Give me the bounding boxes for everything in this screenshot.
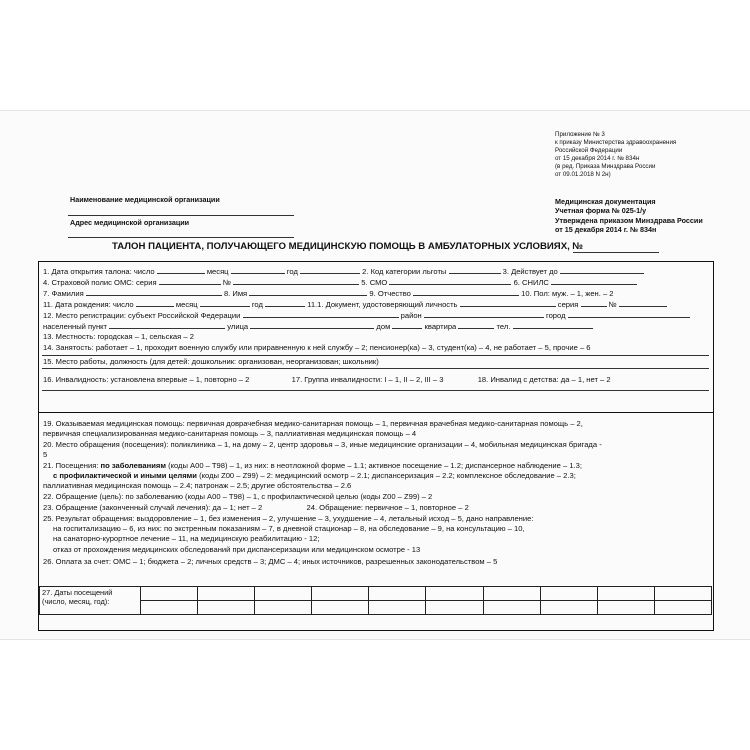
form-title: ТАЛОН ПАЦИЕНТА, ПОЛУЧАЮЩЕГО МЕДИЦИНСКУЮ ПОМОЩЬ В АМБУЛАТОРНЫХ УСЛОВИЯХ, № xyxy=(112,241,584,252)
visit-date-cell[interactable] xyxy=(141,587,198,601)
birth-day-field[interactable] xyxy=(136,299,174,307)
visit-date-cell[interactable] xyxy=(369,601,426,615)
label: город xyxy=(545,311,566,320)
label: № xyxy=(608,300,617,309)
meddoc-line: от 15 декабря 2014 г. № 834н xyxy=(555,224,657,234)
ticket-number-field[interactable] xyxy=(573,252,659,253)
settlement-field[interactable] xyxy=(109,321,225,329)
label-bold: с профилактической и иными целями xyxy=(53,471,197,480)
row-11 xyxy=(43,299,667,309)
row-14: 14. Занятость: работает – 1, проходит военную службу или приравненную к ней службу – 2; пенсионер(ка) – 3, студент(ка) – 4, не работает – 5, прочие – 6 xyxy=(43,343,591,352)
region-field[interactable] xyxy=(243,310,399,318)
label: 16. Инвалидность: установлена впервые – 1, повторно – 2 xyxy=(43,375,250,384)
label: 2. Код категории льготы xyxy=(362,267,447,276)
label: 12. Место регистрации: субъект Российской Федерации xyxy=(43,311,241,320)
row-4-6 xyxy=(43,277,637,287)
appendix-line: Российской Федерации xyxy=(555,147,623,155)
snils-field[interactable] xyxy=(551,277,637,285)
first-name-field[interactable] xyxy=(249,288,367,296)
appendix-line: Приложение № 3 xyxy=(555,131,605,138)
row-20b: 5 xyxy=(43,450,48,459)
org-name-field[interactable] xyxy=(68,215,294,216)
smo-field[interactable] xyxy=(389,277,511,285)
row-15: 15. Место работы, должность (для детей: дошкольник: организован, неорганизован; школьник) xyxy=(43,357,379,366)
label: 3. Действует до xyxy=(502,267,558,276)
label: дом xyxy=(376,322,391,331)
label: (число, месяц, год): xyxy=(42,597,110,606)
street-field[interactable] xyxy=(250,321,374,329)
label: 1. Дата открытия талона: число xyxy=(43,267,155,276)
id-series-field[interactable] xyxy=(581,299,607,307)
birth-month-field[interactable] xyxy=(200,299,250,307)
visit-date-cell[interactable] xyxy=(198,601,255,615)
policy-number-field[interactable] xyxy=(233,277,359,285)
label: месяц xyxy=(206,267,229,276)
label: район xyxy=(400,311,422,320)
row-25a: 25. Результат обращения: выздоровление – 1, без изменения – 2, улучшение – 3, ухудшение – 4, летальный исход – 5, дано направление: xyxy=(43,514,534,523)
label: 18. Инвалид с детства: да – 1, нет – 2 xyxy=(477,375,611,384)
row-13: 13. Местность: городская – 1, сельская – 2 xyxy=(43,332,194,341)
row-7-10 xyxy=(43,288,614,298)
label: месяц xyxy=(175,300,198,309)
org-address-label: Адрес медицинской организации xyxy=(70,218,190,227)
benefit-code-field[interactable] xyxy=(449,266,501,274)
visit-date-cell[interactable] xyxy=(255,601,312,615)
row-14-line[interactable] xyxy=(42,355,709,356)
label-bold: по заболеваниям xyxy=(100,461,166,470)
row-21a xyxy=(43,461,582,470)
visit-date-cell[interactable] xyxy=(540,601,597,615)
row-12 xyxy=(43,310,690,320)
medical-doc-header xyxy=(555,197,703,234)
row-19b: первичная специализированная медико-санитарная помощь – 3, паллиативная медицинская помощь – 4 xyxy=(43,429,417,438)
visit-date-cell[interactable] xyxy=(654,601,711,615)
org-name-label: Наименование медицинской организации xyxy=(70,195,220,204)
visit-date-cell[interactable] xyxy=(540,587,597,601)
visit-date-cell[interactable] xyxy=(597,601,654,615)
label: № xyxy=(222,278,231,287)
patronymic-field[interactable] xyxy=(413,288,519,296)
visit-date-cell[interactable] xyxy=(312,587,369,601)
surname-field[interactable] xyxy=(86,288,222,296)
policy-series-field[interactable] xyxy=(159,277,221,285)
visit-date-cell[interactable] xyxy=(141,601,198,615)
row-21c: паллиативная медицинская помощь – 2.4; патронаж – 2.5; другие обстоятельства – 2.6 xyxy=(43,481,352,490)
appendix-line: (в ред. Приказа Минздрава России xyxy=(555,163,656,171)
label: 24. Обращение: первичное – 1, повторное – 2 xyxy=(306,503,469,512)
form-sheet xyxy=(0,110,750,640)
district-field[interactable] xyxy=(424,310,544,318)
row-16-18 xyxy=(43,375,611,384)
open-month-field[interactable] xyxy=(231,266,285,274)
row-19a: 19. Оказываемая медицинская помощь: первичная доврачебная медико-санитарная помощь – 1, первичная врачебная медико-санитарная помощь – 2, xyxy=(43,419,583,428)
visit-date-cell[interactable] xyxy=(255,587,312,601)
label: 5. СМО xyxy=(361,278,388,287)
id-number-field[interactable] xyxy=(619,299,667,307)
label: 10. Пол: муж. – 1, жен. – 2 xyxy=(521,289,614,298)
visit-date-cell[interactable] xyxy=(426,587,483,601)
row-25b: на госпитализацию – 6, из них: по экстренным показаниям – 7, в дневной стационар – 8, на обследование – 9, на консультацию – 10, xyxy=(53,524,525,533)
label: (коды Z00 – Z99) – 2: медицинский осмотр – 2.1; диспансеризация – 2.2; комплексное обследование – 2.3; xyxy=(196,471,576,480)
valid-until-field[interactable] xyxy=(560,266,644,274)
appendix-line: от 09.01.2018 N 2н) xyxy=(555,171,611,179)
appendix-note xyxy=(555,131,676,180)
org-address-field[interactable] xyxy=(68,237,294,238)
label: серия xyxy=(557,300,579,309)
visit-date-cell[interactable] xyxy=(426,601,483,615)
label: год xyxy=(251,300,263,309)
row-22: 22. Обращение (цель): по заболеванию (коды A00 – T98) – 1, с профилактической целью (коды Z00 – Z99) – 2 xyxy=(43,492,433,501)
appendix-line: к приказу Министерства здравоохранения xyxy=(555,139,677,147)
visit-dates-table xyxy=(39,586,712,615)
row-23-24 xyxy=(43,503,469,512)
city-field[interactable] xyxy=(568,310,690,318)
label: 21. Посещения: xyxy=(43,461,101,470)
label: 9. Отчество xyxy=(369,289,411,298)
visit-date-cell[interactable] xyxy=(654,587,711,601)
label: тел. xyxy=(496,322,511,331)
visit-date-cell[interactable] xyxy=(369,587,426,601)
label: 4. Страховой полис ОМС: серия xyxy=(43,278,157,287)
label: 23. Обращение (законченный случай лечения): да – 1; нет – 2 xyxy=(43,503,263,512)
visit-date-cell[interactable] xyxy=(312,601,369,615)
row-16-line xyxy=(42,390,709,391)
row-26: 26. Оплата за счет: ОМС – 1; бюджета – 2; личных средств – 3; ДМС – 4; иных источников, разрешенных законодательством – 5 xyxy=(43,557,498,566)
row-25d: отказ от прохождения медицинских обследований при диспансеризации или медицинском осмотре - 13 xyxy=(53,545,421,554)
label: 7. Фамилия xyxy=(43,289,84,298)
visit-dates-label xyxy=(40,587,141,615)
form-frame xyxy=(38,261,714,631)
label: населенный пункт xyxy=(43,322,108,331)
open-day-field[interactable] xyxy=(157,266,205,274)
visit-date-cell[interactable] xyxy=(483,587,540,601)
label: 11.1. Документ, удостоверяющий личность xyxy=(307,300,458,309)
row-12-address xyxy=(43,321,593,331)
label: год xyxy=(286,267,298,276)
row-25c: на санаторно-курортное лечение – 11, на медицинскую реабилитацию - 12; xyxy=(53,534,320,543)
section-divider xyxy=(39,412,713,413)
meddoc-line: Учетная форма № 025-1/у xyxy=(555,206,647,216)
phone-field[interactable] xyxy=(513,321,593,329)
visit-date-cell[interactable] xyxy=(597,587,654,601)
apartment-field[interactable] xyxy=(458,321,494,329)
label: 17. Группа инвалидности: I – 1, II – 2, III – 3 xyxy=(291,375,444,384)
label: 27. Даты посещений xyxy=(42,588,113,597)
birth-year-field[interactable] xyxy=(265,299,305,307)
label: (коды A00 – T98) – 1, из них: в неотложной форме – 1.1; активное посещение – 1.2; диспансерное наблюдение – 1.3; xyxy=(165,461,582,470)
label: 11. Дата рождения: число xyxy=(43,300,134,309)
row-21b xyxy=(43,471,576,480)
row-15-field[interactable] xyxy=(42,368,709,369)
label: 8. Имя xyxy=(223,289,248,298)
label: квартира xyxy=(424,322,457,331)
meddoc-line: Утверждена приказом Минздрава России xyxy=(555,215,703,225)
label: 6. СНИЛС xyxy=(513,278,549,287)
open-year-field[interactable] xyxy=(300,266,360,274)
house-field[interactable] xyxy=(392,321,422,329)
id-document-field[interactable] xyxy=(460,299,556,307)
visit-date-cell[interactable] xyxy=(483,601,540,615)
appendix-line: от 15 декабря 2014 г. № 834н xyxy=(555,155,640,163)
meddoc-line: Медицинская документация xyxy=(555,197,656,206)
visit-date-cell[interactable] xyxy=(198,587,255,601)
row-1-3 xyxy=(43,266,644,276)
row-20a: 20. Место обращения (посещения): поликлиника – 1, на дому – 2, центр здоровья – 3, иные медицинские организации – 4, мобильная медицинская бригада - xyxy=(43,440,602,449)
label: улица xyxy=(227,322,249,331)
